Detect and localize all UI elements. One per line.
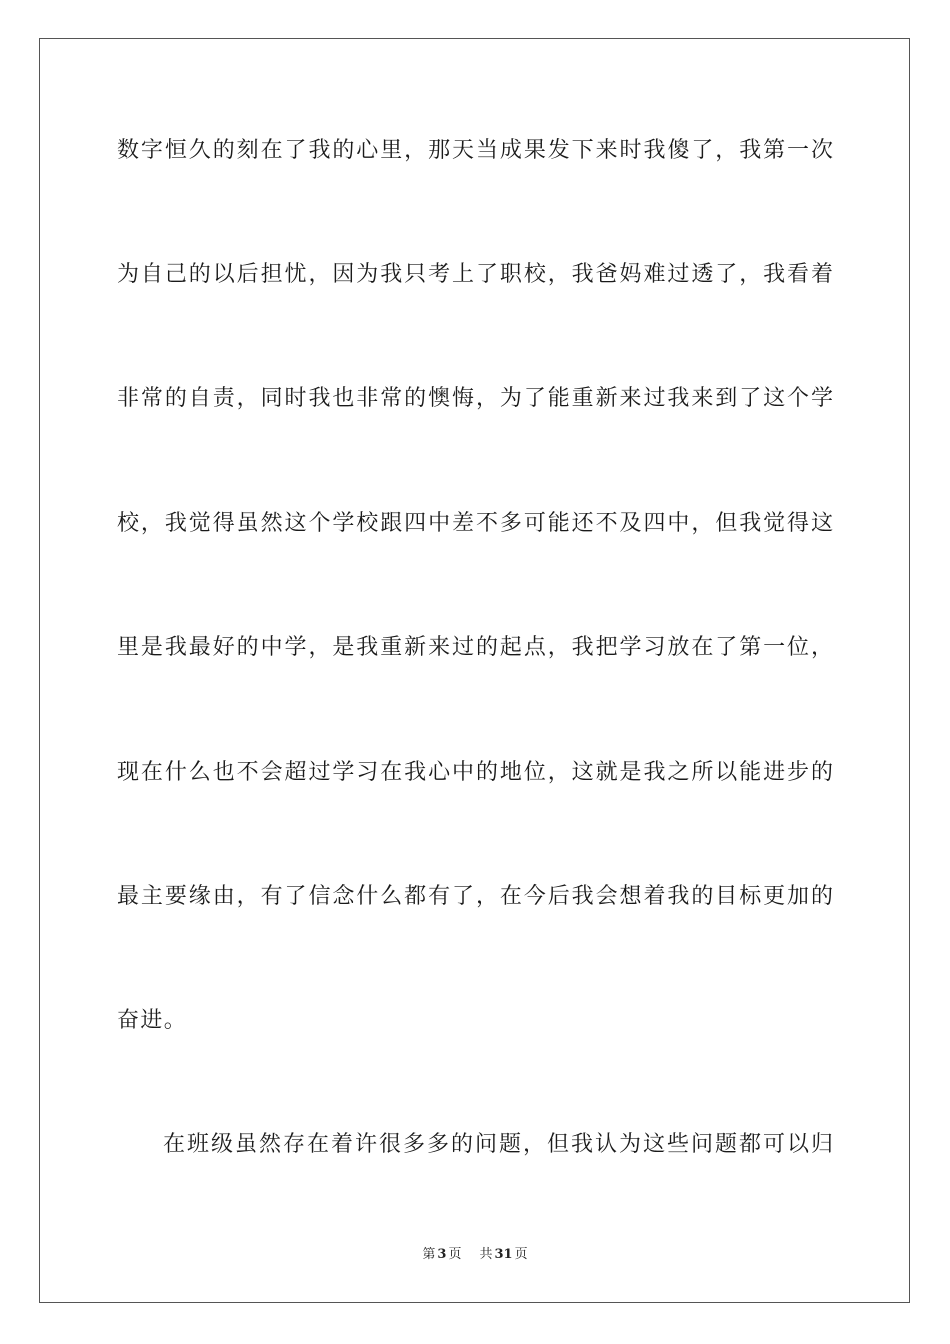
total-label-prefix: 共 bbox=[479, 1247, 493, 1262]
text-line: 为自己的以后担忧，因为我只考上了职校，我爸妈难过透了，我看着 bbox=[117, 262, 833, 287]
text-line: 奋进。 bbox=[117, 1008, 188, 1033]
page-number: 3 bbox=[437, 1247, 447, 1262]
paragraph-first-line: 在班级虽然存在着许很多多的问题，但我认为这些问题都可以归 bbox=[163, 1132, 833, 1157]
page-border bbox=[39, 38, 910, 1303]
text-line: 里是我最好的中学，是我重新来过的起点，我把学习放在了第一位， bbox=[117, 635, 833, 660]
total-label-suffix: 页 bbox=[514, 1247, 528, 1262]
page-footer bbox=[0, 1246, 950, 1264]
page-label-suffix: 页 bbox=[448, 1247, 462, 1262]
text-line: 非常的自责，同时我也非常的懊悔，为了能重新来过我来到了这个学 bbox=[117, 386, 833, 411]
text-line: 最主要缘由，有了信念什么都有了，在今后我会想着我的目标更加的 bbox=[117, 884, 833, 909]
text-line: 现在什么也不会超过学习在我心中的地位，这就是我之所以能进步的 bbox=[117, 760, 833, 785]
total-pages: 31 bbox=[494, 1247, 513, 1262]
text-line: 校，我觉得虽然这个学校跟四中差不多可能还不及四中，但我觉得这 bbox=[117, 511, 833, 536]
page-label-prefix: 第 bbox=[422, 1247, 436, 1262]
text-line: 数字恒久的刻在了我的心里，那天当成果发下来时我傻了，我第一次 bbox=[117, 138, 833, 163]
